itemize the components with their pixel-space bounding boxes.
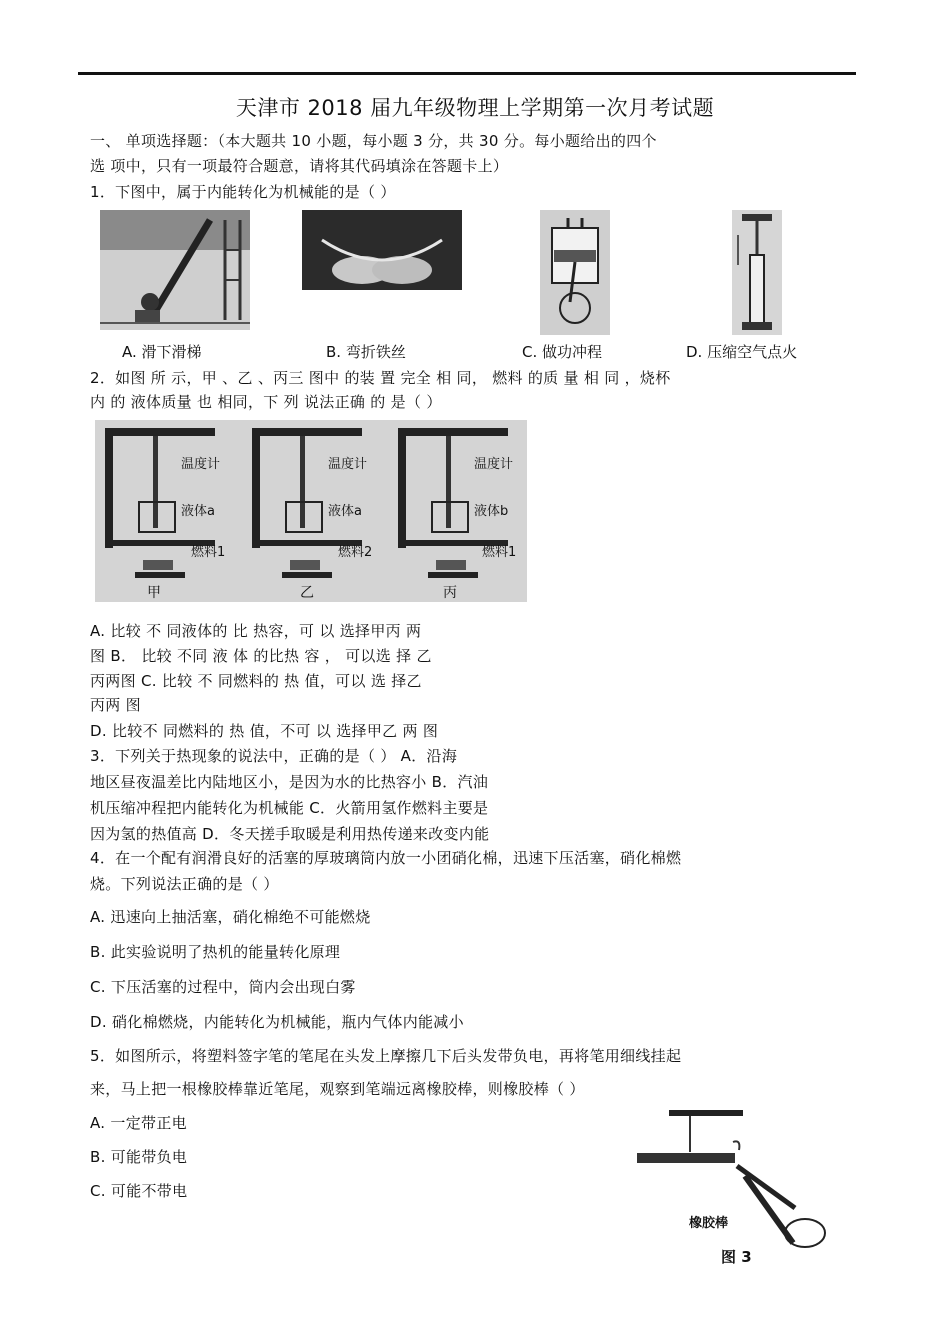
rubber-rod-label: 橡胶棒 (689, 1216, 729, 1231)
q1-option-a: A. 滑下滑梯 (122, 343, 202, 361)
q5-option-c: C. 可能不带电 (90, 1182, 188, 1200)
section-intro-line-1: 一、 单项选择题：（本大题共 10 小题，每小题 3 分，共 30 分。每小题给出的四个 (90, 132, 657, 150)
q4-option-a: A. 迅速向上抽活塞，硝化棉绝不可能燃烧 (90, 908, 371, 926)
fuel-label-jia: 燃料1 (191, 545, 226, 560)
q1-option-d: D. 压缩空气点火 (686, 343, 798, 361)
thermometer-label: 温度计 (474, 457, 514, 472)
bending-wire-image (302, 210, 462, 290)
figure-3-label: 图 3 (721, 1248, 752, 1266)
apparatus-name-bing: 丙 (443, 585, 457, 601)
thermometer-label: 温度计 (328, 457, 368, 472)
power-stroke-image (540, 210, 610, 335)
slide-image (100, 210, 250, 330)
q3-line-2: 地区昼夜温差比内陆地区小，是因为水的比热容小 B．汽油 (90, 773, 489, 791)
apparatus-name-jia: 甲 (147, 585, 161, 601)
fuel-label-yi: 燃料2 (338, 545, 373, 560)
pen-rod-figure (635, 1108, 835, 1278)
q3-line-1: 3．下列关于热现象的说法中，正确的是（ ） A．沿海 (90, 747, 458, 765)
heating-apparatus-figure (95, 420, 527, 602)
q1-option-c: C. 做功冲程 (522, 343, 603, 361)
apparatus-name-yi: 乙 (300, 585, 314, 601)
q5-option-a: A. 一定带正电 (90, 1114, 187, 1132)
fuel-label-bing: 燃料1 (482, 545, 517, 560)
liquid-label-yi: 液体a (328, 504, 362, 519)
q2-option-line-5: D. 比较不 同燃料的 热 值，不可 以 选择甲乙 两 图 (90, 722, 439, 740)
q5-stem-line-2: 来，马上把一根橡胶棒靠近笔尾，观察到笔端远离橡胶棒，则橡胶棒（ ） (90, 1080, 585, 1098)
liquid-label-bing: 液体b (474, 504, 509, 519)
thermometer-label: 温度计 (181, 457, 221, 472)
compressed-air-ignition-image (732, 210, 782, 335)
q1-stem: 1．下图中，属于内能转化为机械能的是（ ） (90, 183, 396, 201)
q4-stem-line-1: 4．在一个配有润滑良好的活塞的厚玻璃筒内放一小团硝化棉，迅速下压活塞，硝化棉燃 (90, 849, 682, 867)
section-intro-line-2: 选 项中，只有一项最符合题意，请将其代码填涂在答题卡上） (90, 157, 509, 175)
apparatus-drawing (95, 420, 527, 602)
q4-option-b: B. 此实验说明了热机的能量转化原理 (90, 943, 341, 961)
q2-stem-line-1: 2．如图 所 示，甲 、乙 、丙三 图中 的装 置 完全 相 同， 燃料 的质 量 相 同 ，烧杯 (90, 369, 671, 387)
q2-option-line-1: A. 比较 不 同液体的 比 热容，可 以 选择甲丙 两 (90, 622, 422, 640)
q4-stem-line-2: 烧。下列说法正确的是（ ） (90, 875, 279, 893)
q2-stem-line-2: 内 的 液体质量 也 相同，下 列 说法正确 的 是（ ） (90, 393, 442, 411)
top-rule (78, 72, 856, 75)
q4-option-c: C. 下压活塞的过程中，筒内会出现白雾 (90, 978, 356, 996)
q3-line-4: 因为氢的热值高 D．冬天搓手取暖是利用热传递来改变内能 (90, 825, 490, 843)
q2-option-line-4: 丙两 图 (90, 696, 141, 714)
q5-stem-line-1: 5．如图所示，将塑料签字笔的笔尾在头发上摩擦几下后头发带负电，再将笔用细线挂起 (90, 1047, 682, 1065)
q5-option-b: B. 可能带负电 (90, 1148, 188, 1166)
page-title: 天津市 2018 届九年级物理上学期第一次月考试题 (235, 96, 715, 120)
q1-option-b: B. 弯折铁丝 (326, 343, 406, 361)
q2-option-line-3: 丙两图 C. 比较 不 同燃料的 热 值，可以 选 择乙 (90, 672, 422, 690)
q3-line-3: 机压缩冲程把内能转化为机械能 C．火箭用氢作燃料主要是 (90, 799, 489, 817)
q2-option-line-2: 图 B． 比较 不同 液 体 的比热 容 ， 可以选 择 乙 (90, 647, 432, 665)
liquid-label-jia: 液体a (181, 504, 215, 519)
q4-option-d: D. 硝化棉燃烧，内能转化为机械能，瓶内气体内能减小 (90, 1013, 464, 1031)
